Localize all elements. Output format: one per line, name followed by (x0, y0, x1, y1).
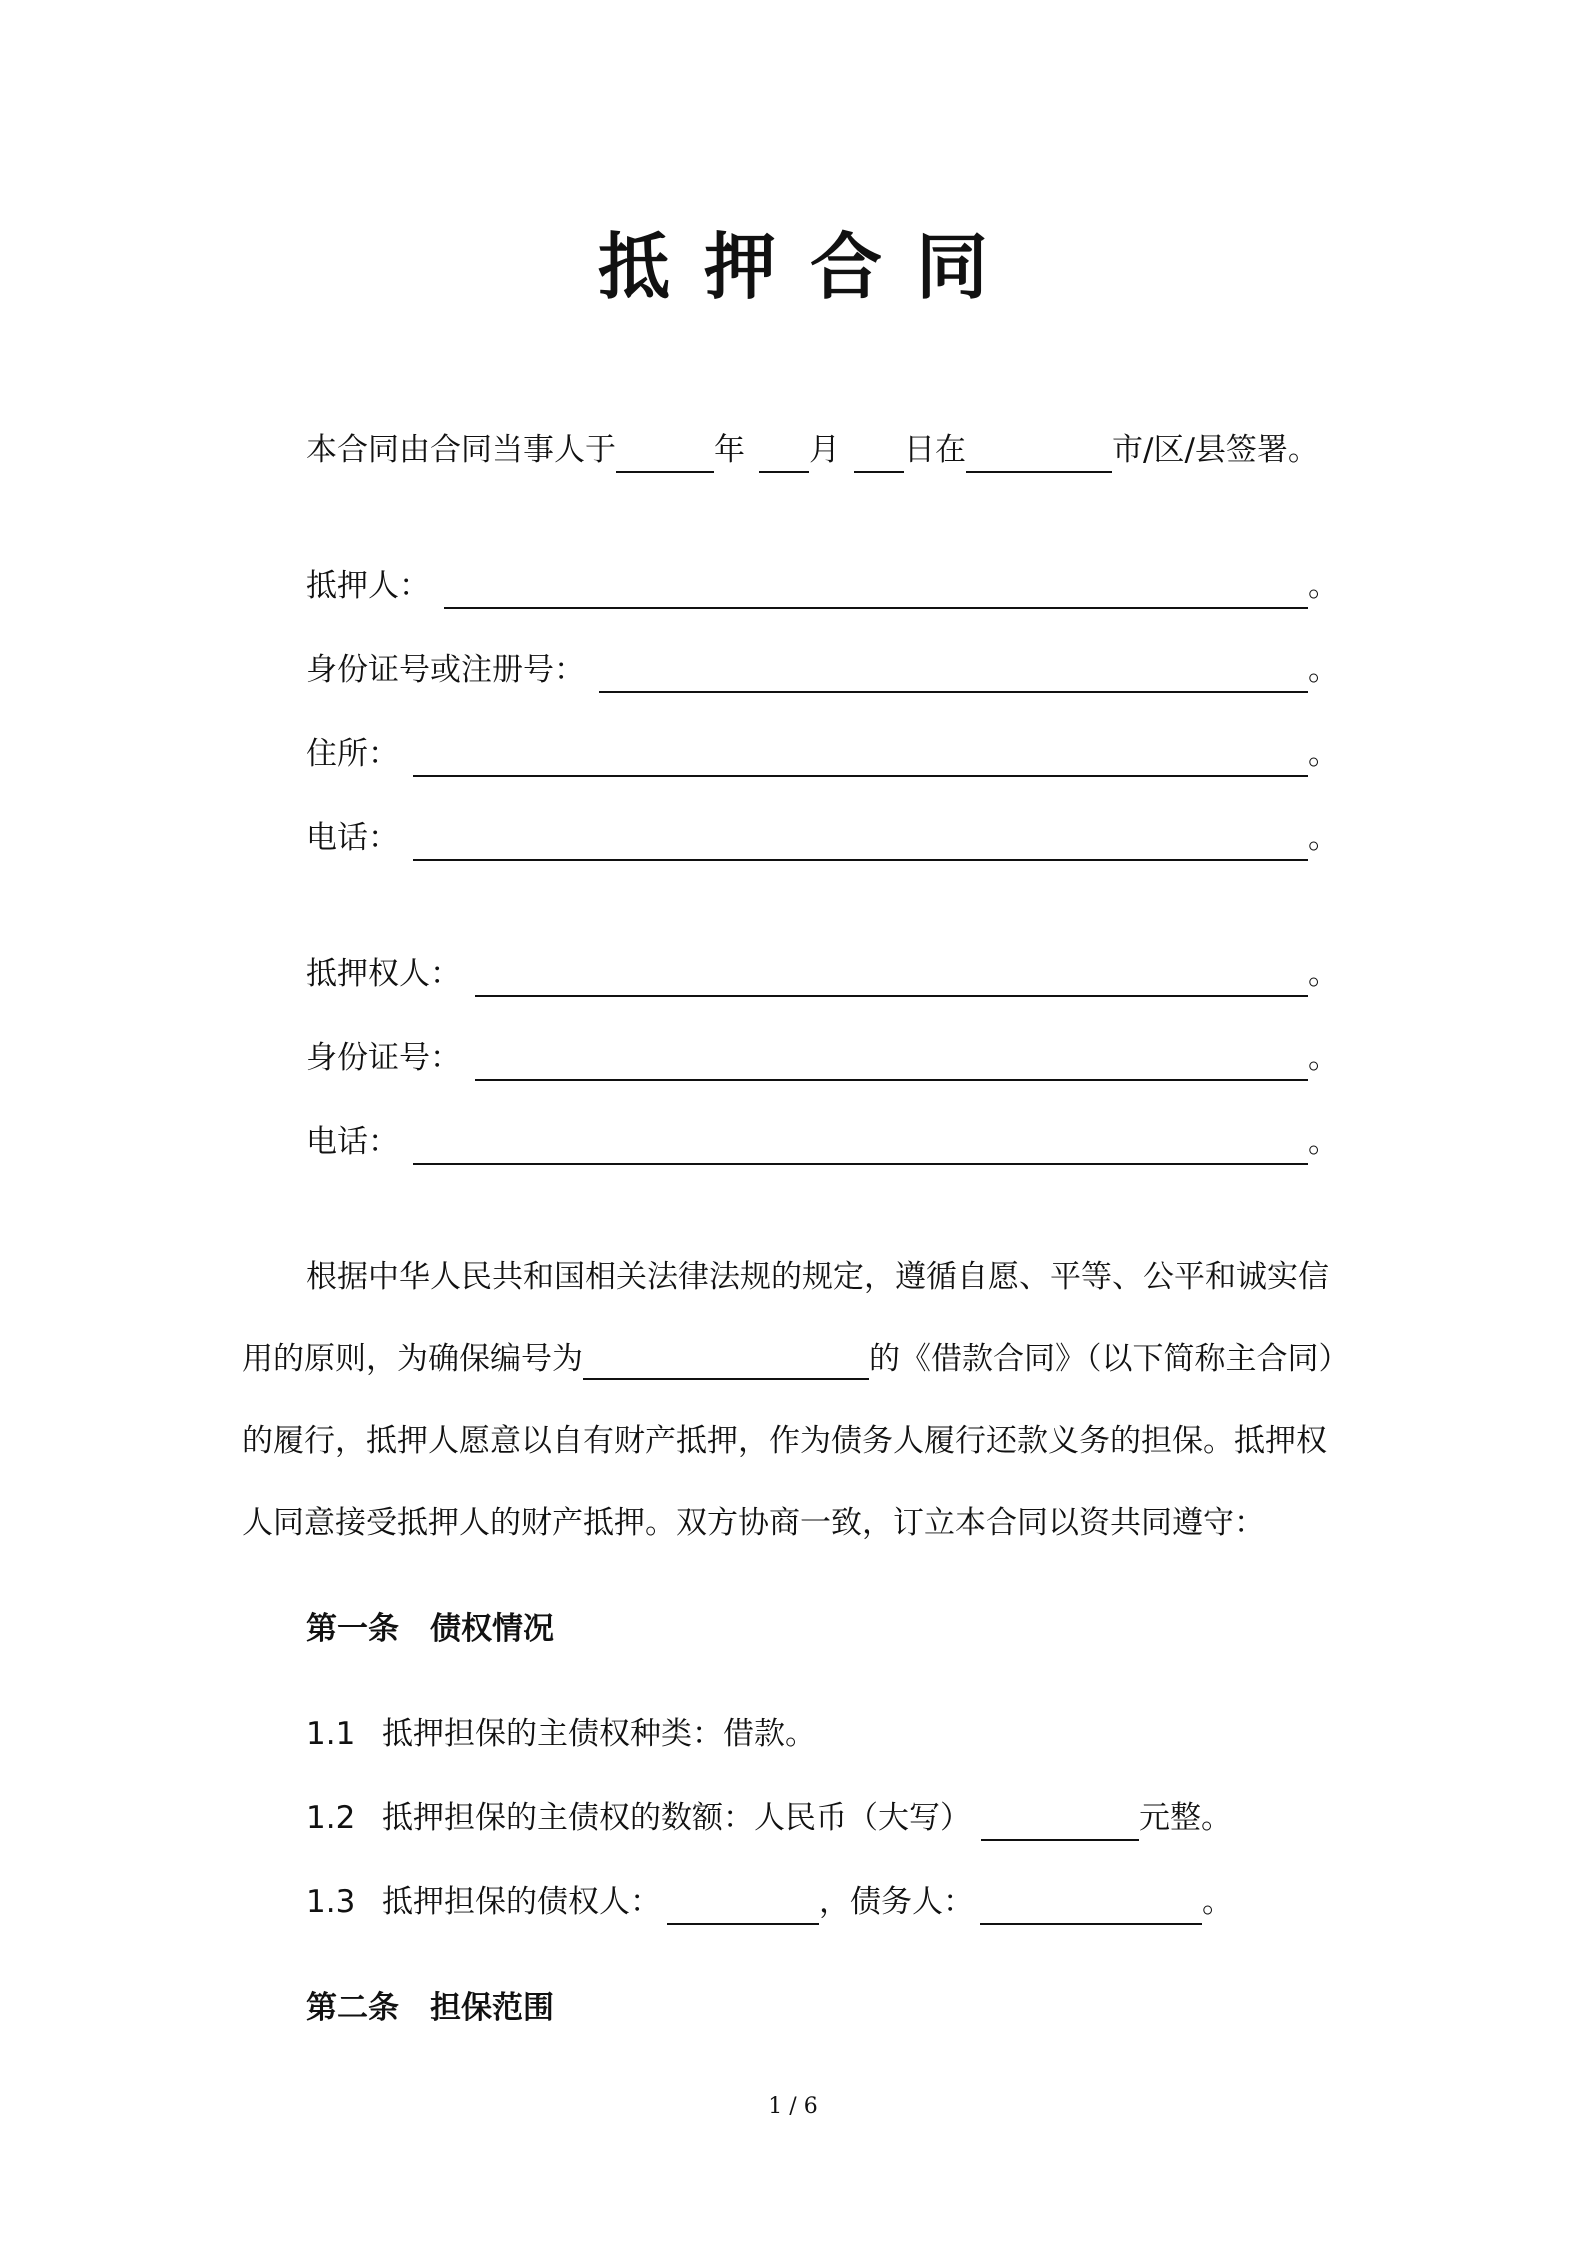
intro-month: 月 (809, 432, 840, 468)
mortgagor-name-label: 抵押人： (306, 568, 430, 604)
preamble-line-2-a: 用的原则，为确保编号为 (242, 1341, 583, 1377)
mortgagor-address-label: 住所： (306, 736, 399, 772)
clause-1-2-number: 1.2 (306, 1800, 356, 1836)
city-blank[interactable] (966, 435, 1112, 473)
mortgagee-phone-label: 电话： (306, 1124, 399, 1160)
clause-1-1 (306, 1711, 816, 1757)
intro-line (306, 427, 1319, 473)
clause-1-2-text: 抵押担保的主债权的数额：人民币（大写） (382, 1800, 971, 1836)
clause-1-3-number: 1.3 (306, 1884, 356, 1920)
intro-prefix: 本合同由合同当事人于 (306, 432, 616, 468)
article-1-heading: 第一条 债权情况 (306, 1611, 554, 1647)
mortgagee-id-blank[interactable] (475, 1043, 1308, 1081)
clause-1-2-end: 元整。 (1139, 1800, 1232, 1836)
clause-1-2 (306, 1795, 1232, 1841)
mortgagor-id-field (306, 647, 1339, 693)
day-blank[interactable] (854, 435, 904, 473)
page-number: 1 / 6 (768, 2094, 818, 2119)
preamble-paragraph (242, 1236, 1377, 1564)
clause-1-3-text: 抵押担保的债权人： (382, 1884, 661, 1920)
line-end: 。 (1308, 820, 1339, 856)
clause-1-3 (306, 1879, 1233, 1925)
line-end: 。 (1308, 568, 1339, 604)
mortgagor-address-blank[interactable] (413, 739, 1308, 777)
mortgagee-phone-field (306, 1119, 1339, 1165)
mortgagor-phone-field (306, 815, 1339, 861)
line-end: 。 (1308, 956, 1339, 992)
clause-1-3-mid: ，债务人： (819, 1884, 974, 1920)
amount-blank[interactable] (981, 1803, 1139, 1841)
preamble-line-1 (242, 1236, 1377, 1318)
month-blank[interactable] (759, 435, 809, 473)
clause-1-1-number: 1.1 (306, 1716, 356, 1752)
mortgagor-id-blank[interactable] (599, 655, 1308, 693)
preamble-line-3: 的履行，抵押人愿意以自有财产抵押，作为债务人履行还款义务的担保。抵押权 (242, 1423, 1327, 1459)
mortgagor-name-blank[interactable] (444, 571, 1308, 609)
mortgagee-name-blank[interactable] (475, 959, 1308, 997)
mortgagor-name-field (306, 563, 1339, 609)
mortgagee-id-label: 身份证号： (306, 1040, 461, 1076)
loan-contract-number-blank[interactable] (583, 1338, 869, 1380)
mortgagor-id-label: 身份证号或注册号： (306, 652, 585, 688)
document-title: 抵押合同 (597, 225, 1022, 309)
mortgagor-phone-label: 电话： (306, 820, 399, 856)
mortgagor-phone-blank[interactable] (413, 823, 1308, 861)
preamble-line-4: 人同意接受抵押人的财产抵押。双方协商一致，订立本合同以资共同遵守： (242, 1505, 1265, 1541)
line-end: 。 (1308, 652, 1339, 688)
preamble-line-2 (242, 1318, 1377, 1400)
mortgagee-phone-blank[interactable] (413, 1127, 1308, 1165)
line-end: 。 (1308, 736, 1339, 772)
year-blank[interactable] (616, 435, 714, 473)
intro-day: 日在 (904, 432, 966, 468)
mortgagee-id-field (306, 1035, 1339, 1081)
line-end: 。 (1308, 1040, 1339, 1076)
mortgagee-name-label: 抵押权人： (306, 956, 461, 992)
article-2-heading: 第二条 担保范围 (306, 1990, 554, 2026)
intro-year: 年 (714, 432, 745, 468)
preamble-line-1-text: 根据中华人民共和国相关法律法规的规定，遵循自愿、平等、公平和诚实信 (306, 1259, 1329, 1295)
creditor-blank[interactable] (667, 1887, 819, 1925)
clause-1-1-text: 抵押担保的主债权种类：借款。 (382, 1716, 816, 1752)
clause-1-3-end: 。 (1202, 1884, 1233, 1920)
preamble-line-2-b: 的《借款合同》（以下简称主合同） (869, 1341, 1350, 1377)
mortgagor-address-field (306, 731, 1339, 777)
mortgagee-name-field (306, 951, 1339, 997)
debtor-blank[interactable] (980, 1887, 1202, 1925)
intro-suffix: 市/区/县签署。 (1112, 432, 1319, 468)
line-end: 。 (1308, 1124, 1339, 1160)
